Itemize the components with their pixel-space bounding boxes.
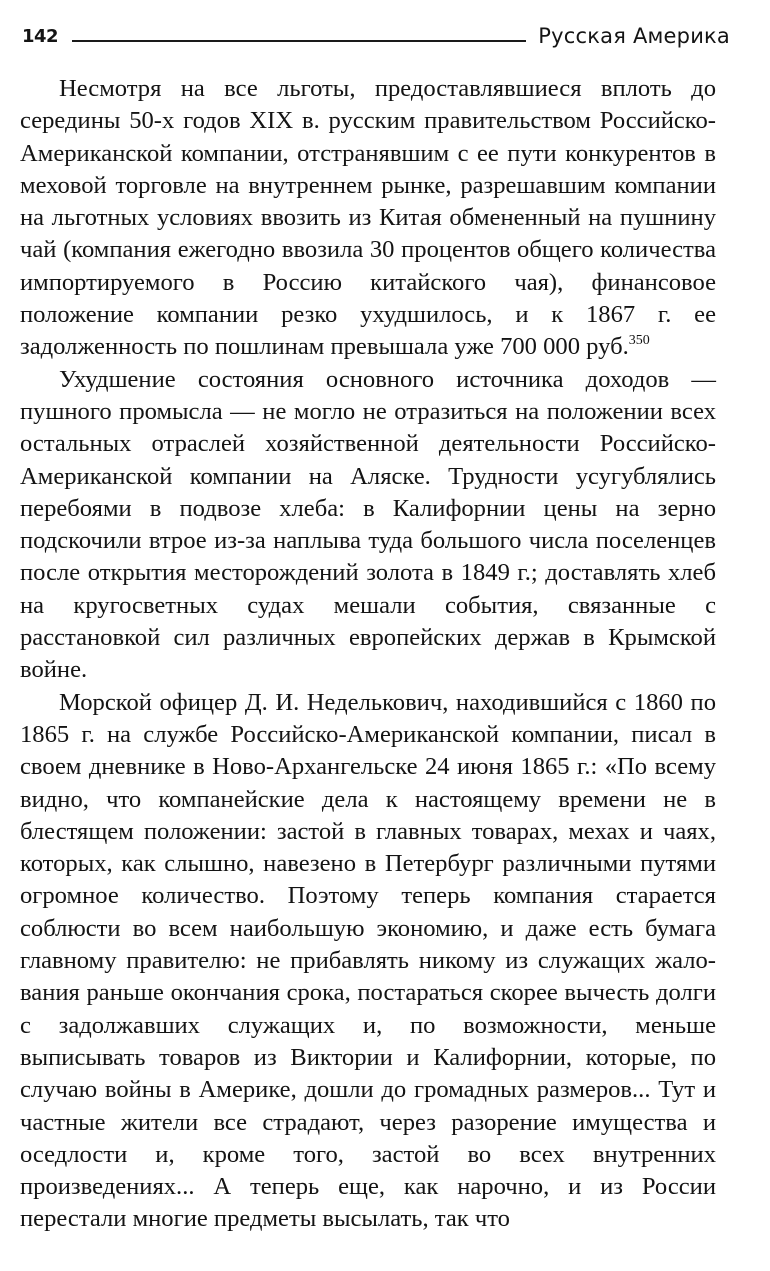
page-number: 142 [22,26,59,47]
paragraph-3 [20,687,716,1236]
header-rule [72,40,526,42]
footnote-reference: 350 [628,333,650,349]
paragraph-1 [20,73,716,364]
paragraph-3-text: Морской офицер Д. И. Неделькович, находившийся с 1860 по 1865 г. на службе Российско-Американской компании, писал в своем дневнике в Ново-Архангельске 24 июня 1865 г.: «По всему видно, что компанейские дела к настоящему времени не в блестящем положении: застой в главных товарах, мехах и чаях, которых, как слышно, навезено в Петербург различными путями огромное количество. Поэтому теперь компания старается соблюсти во всем наибольшую экономию, и даже есть бумага главному правителю: не прибавлять никому из служащих жалования раньше окончания срока, постараться скорее вычесть долги с задолжавших служащих и, по возможности, меньше выписывать товаров из Виктории и Калифорнии, которые, по случаю войны в Америке, дошли до громадных размеров... Тут и частные жители все страдают, через разорение имущества и оседлости и, кроме того, застой во всех внутренних произведениях... А теперь еще, как нарочно, и из России перестали многие предметы высылать, так что [20,688,716,1233]
running-header [22,14,730,48]
paragraph-1-text: Несмотря на все льготы, предоставлявшиеся вплоть до середины 50-х годов XIX в. русским правительством Российско-Американской компании, отстранявшим с ее пути конкурентов в меховой торговле на внутреннем рынке, разрешавшим компании на льготных условиях ввозить из Китая обмененный на пушнину чай (компания ежегодно ввозила 30 процентов общего количества импортируемого в Россию китайского чая), финансовое положение компании резко ухудшилось, и к 1867 г. ее задолженность по пошлинам превышала уже 700 000 руб. [20,75,716,361]
paragraph-2 [20,364,716,687]
body-text [20,73,716,1236]
running-title: Русская Америка [538,24,730,48]
paragraph-2-text: Ухудшение состояния основного источника доходов — пушного промысла — не могло не отразиться на положении всех остальных отраслей хозяйственной деятельности Российско-Американской компании на Аляске. Трудности усугублялись перебоями в подвозе хлеба: в Калифорнии цены на зерно подскочили втрое из-за наплыва туда большого числа поселенцев после открытия месторождений золота в 1849 г.; доставлять хлеб на кругосветных судах мешали события, связанные с расстановкой сил различных европейских держав в Крымской войне. [20,365,716,684]
